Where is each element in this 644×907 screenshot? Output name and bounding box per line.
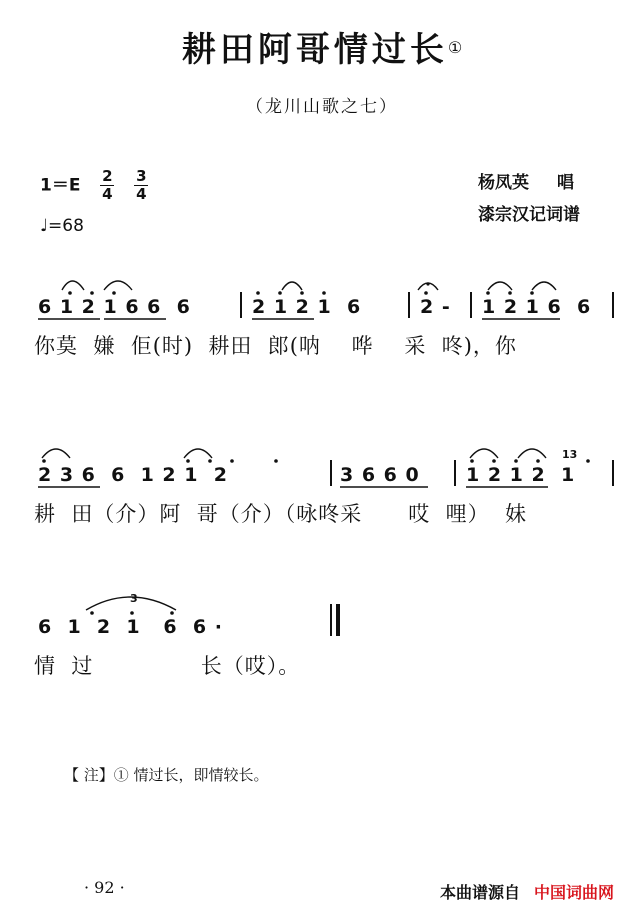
octave-dot bbox=[90, 611, 94, 615]
slur-mark bbox=[282, 282, 302, 290]
octave-dot bbox=[514, 459, 518, 463]
octave-dot bbox=[208, 459, 212, 463]
notes-line-1-bar-4: 1 2 1 6 6 bbox=[482, 296, 592, 318]
source-brand-link[interactable]: 中国词曲网 bbox=[534, 883, 615, 902]
octave-dot bbox=[530, 291, 534, 295]
notes-line-3: 6 1 2 1 6 6 · bbox=[38, 616, 223, 638]
octave-dot bbox=[300, 291, 304, 295]
octave-dot bbox=[112, 291, 116, 295]
octave-dot bbox=[256, 291, 260, 295]
notes-line-2-bar-1: 2 3 6 6 1 2 1 2 bbox=[38, 464, 228, 486]
octave-dot bbox=[42, 459, 46, 463]
fermata-dot bbox=[426, 282, 429, 285]
page-number: · 92 · bbox=[84, 878, 125, 897]
octave-dot bbox=[274, 459, 278, 463]
octave-dot bbox=[278, 291, 282, 295]
octave-dot bbox=[186, 459, 190, 463]
octave-dot bbox=[230, 459, 234, 463]
meter-2-4: $\frac{2}{4}$ bbox=[102, 167, 113, 203]
octave-dot bbox=[470, 459, 474, 463]
octave-dot bbox=[424, 291, 428, 295]
notes-line-2-bar-2: 3 6 6 0 bbox=[340, 464, 420, 486]
quarter-note-icon: ♩ bbox=[40, 216, 49, 236]
octave-dot bbox=[536, 459, 540, 463]
notes-line-1-bar-2: 2 1 2 1 6 bbox=[252, 296, 362, 318]
octave-dot bbox=[492, 459, 496, 463]
title-footnote-mark: ① bbox=[447, 38, 463, 57]
slur-mark bbox=[184, 449, 212, 458]
slur-mark bbox=[518, 449, 546, 458]
tempo-value: =68 bbox=[48, 216, 84, 236]
octave-dot bbox=[68, 291, 72, 295]
octave-dot bbox=[486, 291, 490, 295]
key-text: 1＝E bbox=[40, 175, 81, 196]
slur-mark bbox=[86, 597, 176, 610]
octave-dot bbox=[322, 291, 326, 295]
notes-line-1-bar-1: 6 1 2 1 6 6 6 bbox=[38, 296, 191, 318]
source-credit bbox=[440, 880, 614, 903]
notes-line-2-bar-3: 1 2 1 2 1 bbox=[466, 464, 576, 486]
notes-line-1-bar-3: 2 - bbox=[420, 296, 451, 318]
lyrics-line-1: 你莫 嫌 佢(时) 耕田 郎(呐 哗 采 咚)，你 bbox=[34, 334, 517, 358]
slur-mark bbox=[42, 449, 70, 458]
footnote: 【 注】① 情过长，即情较长。 bbox=[64, 766, 269, 784]
singer-credit: 杨凤英 唱 bbox=[478, 173, 574, 193]
octave-dot bbox=[130, 611, 134, 615]
meter-3-4: $\frac{3}{4}$ bbox=[136, 167, 147, 203]
song-subtitle: （龙川山歌之七） bbox=[246, 97, 398, 117]
recorder-credit: 漆宗汉记词谱 bbox=[478, 205, 580, 225]
lyrics-line-3: 情 过 长（哎）。 bbox=[34, 654, 301, 678]
lyrics-line-2: 耕 田（介）阿 哥（介）（咏咚采 哎 哩） 妹 bbox=[34, 502, 527, 526]
triplet-mark: 3 bbox=[130, 592, 138, 605]
octave-dot bbox=[586, 459, 590, 463]
octave-dot bbox=[90, 291, 94, 295]
octave-dot bbox=[508, 291, 512, 295]
octave-dot bbox=[170, 611, 174, 615]
slur-mark bbox=[470, 449, 498, 458]
title-text: 耕田阿哥情过长 bbox=[181, 30, 448, 70]
source-label: 本曲谱源自 bbox=[440, 883, 521, 902]
grace-note: 13 bbox=[562, 448, 578, 461]
slur-mark bbox=[488, 282, 512, 290]
slur-mark bbox=[104, 281, 132, 290]
slur-mark bbox=[62, 281, 84, 290]
slur-mark bbox=[532, 282, 556, 290]
